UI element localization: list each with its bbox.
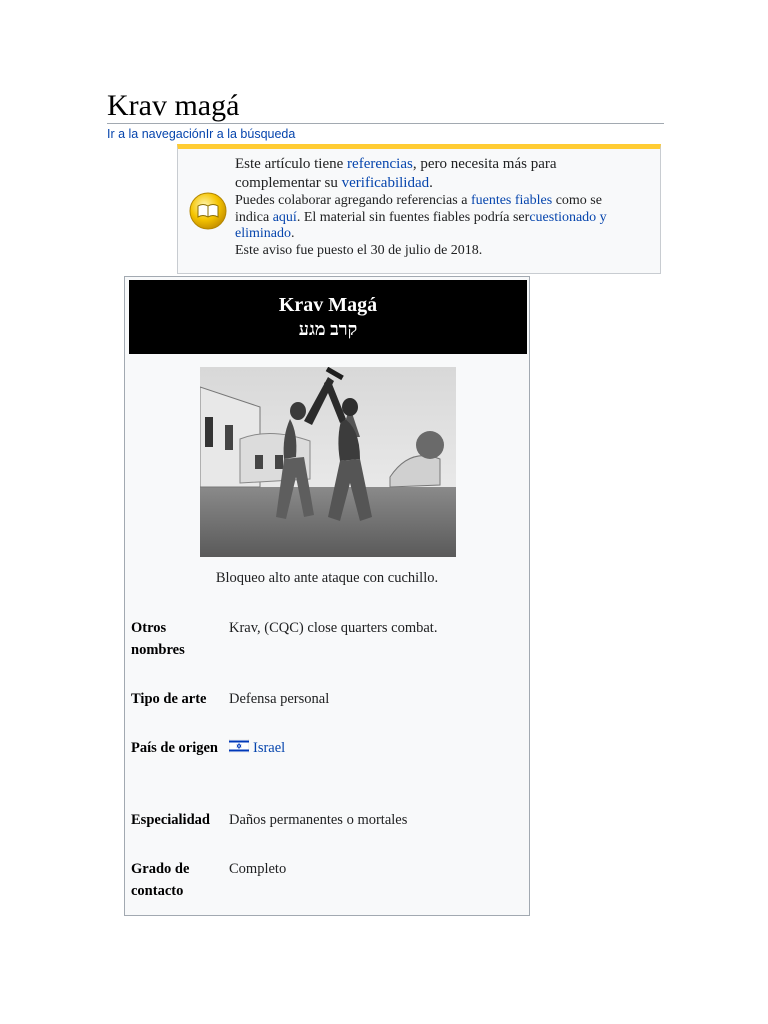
fuentes-fiables-link[interactable]: fuentes fiables bbox=[470, 193, 553, 208]
row-label: País de origen bbox=[131, 740, 218, 756]
notice-line-1 bbox=[235, 155, 655, 174]
jump-links bbox=[107, 127, 295, 141]
verificabilidad-link[interactable]: verificabilidad bbox=[341, 175, 430, 191]
row-label: Otros nombres bbox=[131, 620, 185, 658]
referencias-link[interactable]: referencias bbox=[347, 156, 413, 172]
notice-text-segment: indica bbox=[235, 209, 273, 225]
notice-text bbox=[235, 155, 655, 259]
notice-text-segment: . El material sin fuentes fiables podría ser bbox=[296, 209, 530, 225]
title-divider bbox=[107, 123, 664, 124]
notice-line-3 bbox=[235, 193, 655, 243]
notice-text-segment: , pero necesita más para bbox=[412, 156, 557, 172]
row-label: Especialidad bbox=[131, 812, 210, 828]
jump-to-search-link[interactable]: Ir a la búsqueda bbox=[205, 127, 296, 141]
notice-text-segment: complementar su bbox=[235, 175, 342, 191]
row-label: Grado de contacto bbox=[131, 861, 190, 899]
book-icon bbox=[189, 192, 227, 230]
row-value: Completo bbox=[229, 861, 287, 877]
notice-text-segment: . bbox=[429, 175, 433, 191]
row-value: Krav, (CQC) close quarters combat. bbox=[229, 620, 438, 636]
notice-line-2 bbox=[235, 174, 655, 193]
infobox-subtitle: קרב מגע bbox=[298, 319, 358, 339]
aqui-link[interactable]: aquí bbox=[272, 209, 297, 225]
infobox-title: Krav Magá bbox=[278, 294, 378, 316]
row-value: Daños permanentes o mortales bbox=[229, 812, 408, 828]
references-notice bbox=[177, 144, 661, 274]
row-label: Tipo de arte bbox=[131, 691, 207, 707]
infobox-header bbox=[129, 280, 527, 354]
notice-text-segment: Puedes colaborar agregando referencias a bbox=[235, 193, 471, 208]
israel-link[interactable]: Israel bbox=[253, 740, 286, 756]
notice-text-segment: . bbox=[291, 226, 295, 241]
cuestionado-link[interactable]: cuestionado y eliminado bbox=[235, 209, 607, 241]
defensa-personal-link[interactable]: Defensa personal bbox=[229, 691, 330, 707]
notice-text-segment: como se bbox=[552, 193, 602, 208]
israel-flag-icon[interactable] bbox=[229, 739, 249, 753]
notice-text-segment: Este artículo tiene bbox=[235, 156, 348, 172]
notice-date: Este aviso fue puesto el 30 de julio de 2018. bbox=[235, 242, 483, 258]
infobox-photo[interactable] bbox=[200, 367, 456, 557]
row-value bbox=[229, 737, 519, 759]
page-title: Krav magá bbox=[107, 89, 240, 122]
infobox-caption: Bloqueo alto ante ataque con cuchillo. bbox=[215, 570, 439, 586]
infobox bbox=[124, 276, 530, 916]
jump-to-navigation-link[interactable]: Ir a la navegación bbox=[107, 127, 206, 141]
